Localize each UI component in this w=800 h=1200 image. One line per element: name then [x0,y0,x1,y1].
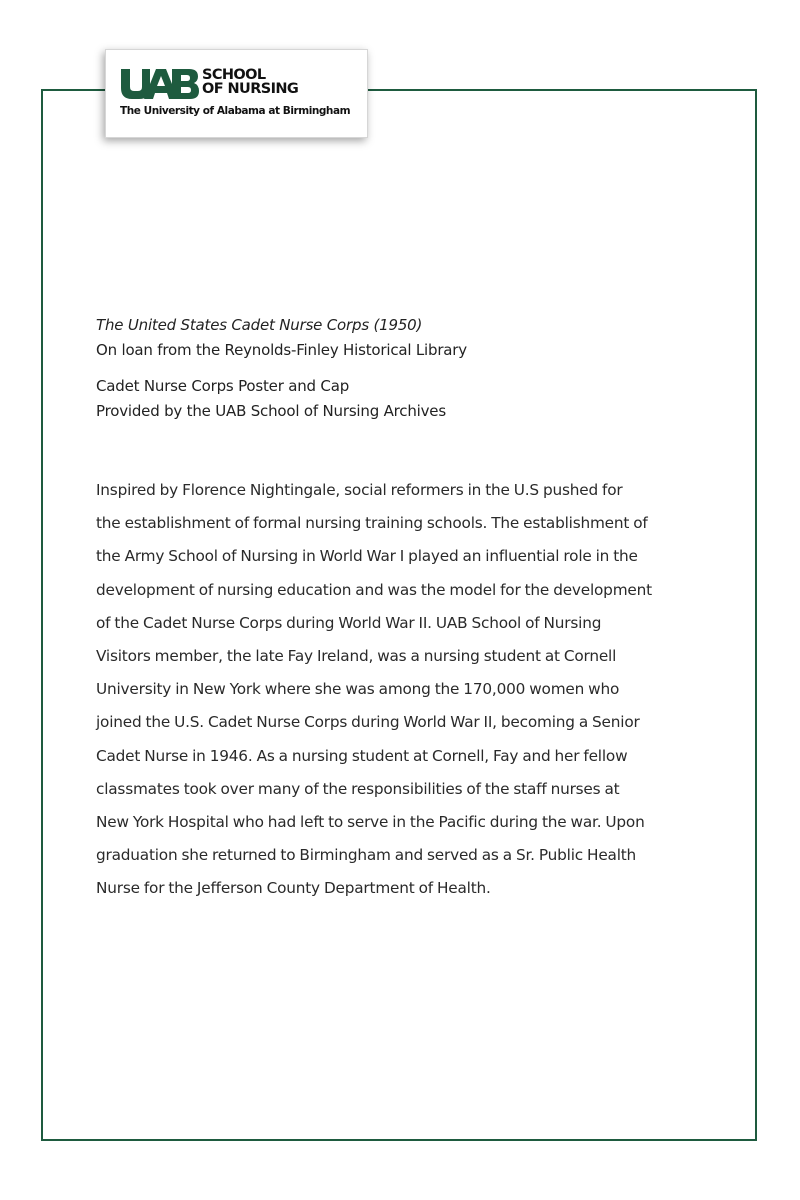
description-line: Cadet Nurse in 1946. As a nursing student at Cornell, Fay and her fellow [96,746,628,765]
description-line: the establishment of formal nursing training schools. The establishment of [96,514,648,533]
description-line: Visitors member, the late Fay Ireland, was a nursing student at Cornell [96,647,617,666]
description-line: New York Hospital who had left to serve in the Pacific during the war. Upon [96,813,645,832]
logo-letter-b [172,69,199,99]
description-line: University in New York where she was among the 170,000 women who [96,680,620,699]
description-line: Nurse for the Jefferson County Department of Health. [96,879,491,898]
uab-logo-mark [120,69,199,99]
school-of-nursing-wordmark [202,68,298,96]
university-name: The University of Alabama at Birmingham [120,105,351,117]
exhibit-title: The United States Cadet Nurse Corps (1950) [96,316,423,334]
description-line: classmates took over many of the responsibilities of the staff nurses at [96,779,620,798]
description-line: of the Cadet Nurse Corps during World War II. UAB School of Nursing [96,613,602,632]
exhibit-description [96,474,716,906]
wordmark-line-nursing: OF NURSING [202,81,299,97]
exhibit-caption [96,313,716,424]
item-name: Cadet Nurse Corps Poster and Cap [96,377,350,395]
logo-letter-u [121,69,150,99]
wordmark-line-school: SCHOOL [202,67,266,83]
description-line: development of nursing education and was the model for the development [96,580,652,599]
description-line: joined the U.S. Cadet Nurse Corps during World War II, becoming a Senior [96,713,640,732]
description-line: Inspired by Florence Nightingale, social reformers in the U.S pushed for [96,481,623,499]
provided-credit: Provided by the UAB School of Nursing Archives [96,402,446,420]
description-line: the Army School of Nursing in World War I played an influential role in the [96,547,638,566]
loan-credit: On loan from the Reynolds-Finley Historical Library [96,341,467,359]
description-line: graduation she returned to Birmingham and served as a Sr. Public Health [96,846,637,865]
